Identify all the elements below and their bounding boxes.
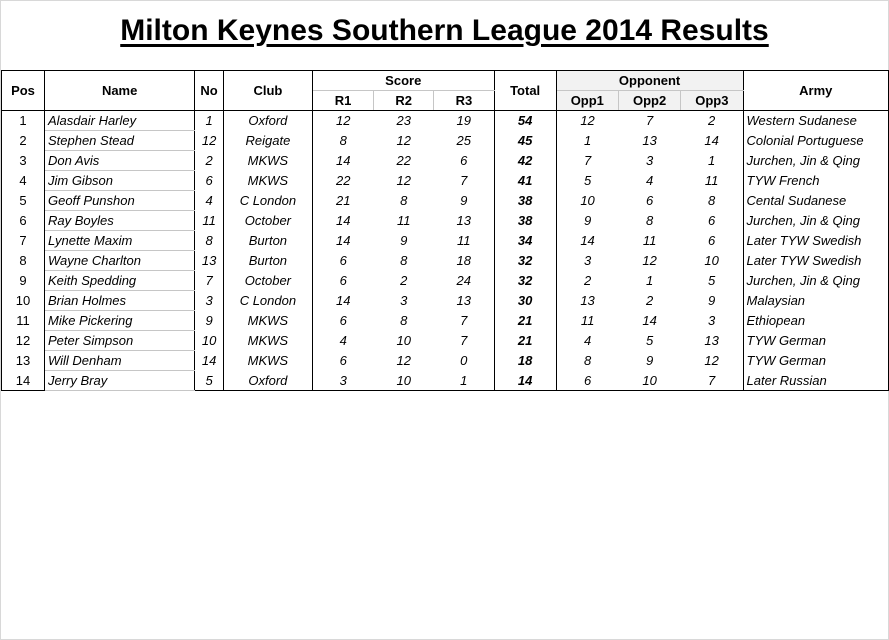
cell-r2: 12 <box>396 133 411 148</box>
table-row <box>2 231 889 251</box>
cell-club: Oxford <box>223 371 312 391</box>
cell-total: 38 <box>494 211 556 231</box>
cell-r3: 7 <box>434 171 494 191</box>
cell-opp1: 10 <box>580 193 595 208</box>
cell-club: Reigate <box>223 131 312 151</box>
cell-army: Jurchen, Jin & Qing <box>743 211 888 231</box>
table-row <box>2 271 889 291</box>
cell-pos: 3 <box>2 151 45 171</box>
cell-club: Burton <box>223 231 312 251</box>
cell-opp2: 12 <box>642 253 657 268</box>
table-row <box>2 211 889 231</box>
cell-opp3: 3 <box>681 311 743 331</box>
cell-r2: 23 <box>396 113 411 129</box>
cell-r3: 24 <box>434 271 494 291</box>
cell-opp2: 6 <box>645 193 654 208</box>
cell-army: TYW French <box>743 171 888 191</box>
cell-club: Burton <box>223 251 312 271</box>
cell-opp3: 12 <box>681 351 743 371</box>
cell-no: 14 <box>195 351 224 371</box>
cell-no: 11 <box>195 211 224 231</box>
cell-r2: 12 <box>396 353 411 368</box>
cell-no: 8 <box>195 231 224 251</box>
cell-r3: 25 <box>434 131 494 151</box>
cell-r1: 14 <box>336 153 351 168</box>
cell-opp3: 2 <box>681 111 743 131</box>
cell-total: 21 <box>494 311 556 331</box>
cell-name: Will Denham <box>44 351 194 371</box>
header-score: Score <box>312 71 494 91</box>
cell-r2: 2 <box>400 273 408 288</box>
cell-opp2: 13 <box>642 133 657 148</box>
cell-opp1: 7 <box>583 153 592 168</box>
cell-total: 38 <box>494 191 556 211</box>
cell-opp1: 9 <box>583 213 592 228</box>
cell-opp1: 2 <box>583 273 592 288</box>
cell-name: Lynette Maxim <box>44 231 194 251</box>
cell-r1: 3 <box>312 371 373 391</box>
cell-opp3: 11 <box>681 171 743 191</box>
cell-opp3: 8 <box>681 191 743 211</box>
cell-r1: 12 <box>336 113 351 129</box>
cell-r3: 1 <box>434 371 494 391</box>
cell-army: Malaysian <box>743 291 888 311</box>
cell-r1: 14 <box>336 233 351 248</box>
cell-opp2: 7 <box>645 113 654 129</box>
cell-r2: 8 <box>400 313 408 328</box>
cell-total: 21 <box>494 331 556 351</box>
cell-r1: 6 <box>339 353 347 368</box>
table-row <box>2 331 889 351</box>
results-table <box>1 70 889 391</box>
cell-no: 9 <box>195 311 224 331</box>
cell-opp1: 13 <box>580 293 595 308</box>
cell-total: 32 <box>494 251 556 271</box>
cell-club: MKWS <box>223 151 312 171</box>
header-army: Army <box>743 71 888 111</box>
cell-opp3: 1 <box>681 151 743 171</box>
cell-pos: 7 <box>2 231 45 251</box>
cell-r2: 10 <box>374 371 434 391</box>
cell-no: 6 <box>195 171 224 191</box>
header-club: Club <box>223 71 312 111</box>
cell-club: MKWS <box>223 331 312 351</box>
cell-name: Keith Spedding <box>44 271 194 291</box>
cell-opp3: 5 <box>681 271 743 291</box>
cell-r1: 4 <box>339 333 347 348</box>
cell-r2: 8 <box>400 193 408 208</box>
cell-army: TYW German <box>743 331 888 351</box>
cell-no: 10 <box>195 331 224 351</box>
cell-r2: 12 <box>396 173 411 188</box>
cell-r3: 13 <box>434 211 494 231</box>
cell-name: Ray Boyles <box>44 211 194 231</box>
cell-name: Wayne Charlton <box>44 251 194 271</box>
cell-total: 14 <box>494 371 556 391</box>
header-opp2: Opp2 <box>618 91 680 111</box>
cell-club: MKWS <box>223 171 312 191</box>
cell-pos: 5 <box>2 191 45 211</box>
cell-opp2: 11 <box>642 233 657 248</box>
cell-club: MKWS <box>223 351 312 371</box>
table-row <box>2 131 889 151</box>
cell-name: Stephen Stead <box>44 131 194 151</box>
cell-club: October <box>223 211 312 231</box>
cell-army: TYW German <box>743 351 888 371</box>
cell-army: Ethiopean <box>743 311 888 331</box>
cell-opp2: 9 <box>645 353 654 368</box>
cell-r3: 18 <box>434 251 494 271</box>
cell-r2: 10 <box>396 333 411 348</box>
cell-r3: 0 <box>434 351 494 371</box>
table-row <box>2 171 889 191</box>
cell-r2: 9 <box>400 233 408 248</box>
cell-r2: 22 <box>396 153 411 168</box>
cell-total: 18 <box>494 351 556 371</box>
cell-pos: 4 <box>2 171 45 191</box>
cell-opp2: 4 <box>645 173 654 188</box>
cell-army: Later TYW Swedish <box>743 251 888 271</box>
cell-army: Later TYW Swedish <box>743 231 888 251</box>
cell-club: October <box>223 271 312 291</box>
cell-opp1: 11 <box>580 313 595 328</box>
cell-r3: 13 <box>434 291 494 311</box>
header-r3: R3 <box>434 91 494 111</box>
table-row <box>2 351 889 371</box>
cell-name: Brian Holmes <box>44 291 194 311</box>
cell-opp1: 12 <box>580 113 595 129</box>
cell-name: Geoff Punshon <box>44 191 194 211</box>
cell-r1: 14 <box>336 213 351 228</box>
results-body <box>2 111 889 391</box>
cell-opp1: 4 <box>583 333 592 348</box>
cell-name: Peter Simpson <box>44 331 194 351</box>
cell-r1: 8 <box>339 133 347 148</box>
header-r1: R1 <box>312 91 373 111</box>
cell-pos: 1 <box>2 111 45 131</box>
header-opp1: Opp1 <box>556 91 618 111</box>
cell-r3: 6 <box>434 151 494 171</box>
cell-r3: 9 <box>434 191 494 211</box>
header-total: Total <box>494 71 556 111</box>
cell-r1: 6 <box>339 253 347 268</box>
cell-opp3: 10 <box>681 251 743 271</box>
cell-total: 54 <box>494 111 556 131</box>
cell-r3: 7 <box>434 311 494 331</box>
cell-total: 42 <box>494 151 556 171</box>
cell-pos: 12 <box>2 331 45 351</box>
cell-name: Jim Gibson <box>44 171 194 191</box>
table-row <box>2 111 889 131</box>
cell-no: 2 <box>195 151 224 171</box>
cell-army: Cental Sudanese <box>743 191 888 211</box>
cell-opp1: 8 <box>583 353 592 368</box>
cell-r2: 11 <box>396 213 411 228</box>
table-row <box>2 151 889 171</box>
table-row <box>2 251 889 271</box>
cell-total: 30 <box>494 291 556 311</box>
cell-opp1: 6 <box>556 371 618 391</box>
page-title: Milton Keynes Southern League 2014 Results <box>120 14 769 47</box>
cell-opp3: 14 <box>681 131 743 151</box>
cell-opp1: 5 <box>583 173 592 188</box>
cell-no: 4 <box>195 191 224 211</box>
cell-army: Western Sudanese <box>743 111 888 131</box>
table-row <box>2 191 889 211</box>
cell-r1: 22 <box>336 173 351 188</box>
cell-pos: 8 <box>2 251 45 271</box>
header-no: No <box>195 71 224 111</box>
cell-r1: 6 <box>339 273 347 288</box>
cell-r2: 8 <box>400 253 408 268</box>
cell-opp2: 10 <box>618 371 680 391</box>
cell-pos: 6 <box>2 211 45 231</box>
cell-opp3: 9 <box>681 291 743 311</box>
cell-pos: 10 <box>2 291 45 311</box>
cell-pos: 9 <box>2 271 45 291</box>
cell-name: Mike Pickering <box>44 311 194 331</box>
cell-army: Colonial Portuguese <box>743 131 888 151</box>
cell-total: 34 <box>494 231 556 251</box>
cell-opp2: 1 <box>645 273 654 288</box>
cell-opp3: 7 <box>681 371 743 391</box>
header-name: Name <box>44 71 194 111</box>
cell-total: 32 <box>494 271 556 291</box>
cell-no: 5 <box>195 371 224 391</box>
cell-no: 3 <box>195 291 224 311</box>
cell-no: 12 <box>195 131 224 151</box>
table-row <box>2 311 889 331</box>
cell-r3: 19 <box>434 111 494 131</box>
cell-opp3: 6 <box>681 231 743 251</box>
cell-opp2: 2 <box>645 293 654 308</box>
cell-r1: 14 <box>336 293 351 308</box>
cell-r3: 11 <box>434 231 494 251</box>
cell-pos: 14 <box>2 371 45 391</box>
cell-r2: 3 <box>400 293 408 308</box>
cell-opp1: 3 <box>583 253 592 268</box>
header-r2: R2 <box>374 91 434 111</box>
cell-pos: 2 <box>2 131 45 151</box>
cell-army: Jurchen, Jin & Qing <box>743 151 888 171</box>
cell-opp2: 5 <box>645 333 654 348</box>
cell-pos: 13 <box>2 351 45 371</box>
header-pos: Pos <box>2 71 45 111</box>
cell-opp1: 14 <box>580 233 595 248</box>
header-opponent: Opponent <box>556 71 743 91</box>
cell-no: 7 <box>195 271 224 291</box>
cell-r3: 7 <box>434 331 494 351</box>
cell-club: C London <box>223 291 312 311</box>
cell-army: Jurchen, Jin & Qing <box>743 271 888 291</box>
cell-name: Don Avis <box>44 151 194 171</box>
cell-total: 41 <box>494 171 556 191</box>
cell-r1: 6 <box>339 313 347 328</box>
cell-club: Oxford <box>223 111 312 131</box>
table-row <box>2 291 889 311</box>
cell-club: MKWS <box>223 311 312 331</box>
cell-opp2: 14 <box>642 313 657 328</box>
cell-pos: 11 <box>2 311 45 331</box>
table-row <box>2 371 889 391</box>
cell-opp1: 1 <box>583 133 592 148</box>
cell-no: 1 <box>195 111 224 131</box>
cell-no: 13 <box>195 251 224 271</box>
cell-total: 45 <box>494 131 556 151</box>
cell-club: C London <box>223 191 312 211</box>
cell-opp3: 13 <box>681 331 743 351</box>
cell-r1: 21 <box>336 193 351 208</box>
cell-opp2: 3 <box>645 153 654 168</box>
cell-opp3: 6 <box>681 211 743 231</box>
cell-opp2: 8 <box>645 213 654 228</box>
cell-name: Jerry Bray <box>44 371 194 391</box>
cell-name: Alasdair Harley <box>44 111 194 131</box>
cell-army: Later Russian <box>743 371 888 391</box>
header-opp3: Opp3 <box>681 91 743 111</box>
